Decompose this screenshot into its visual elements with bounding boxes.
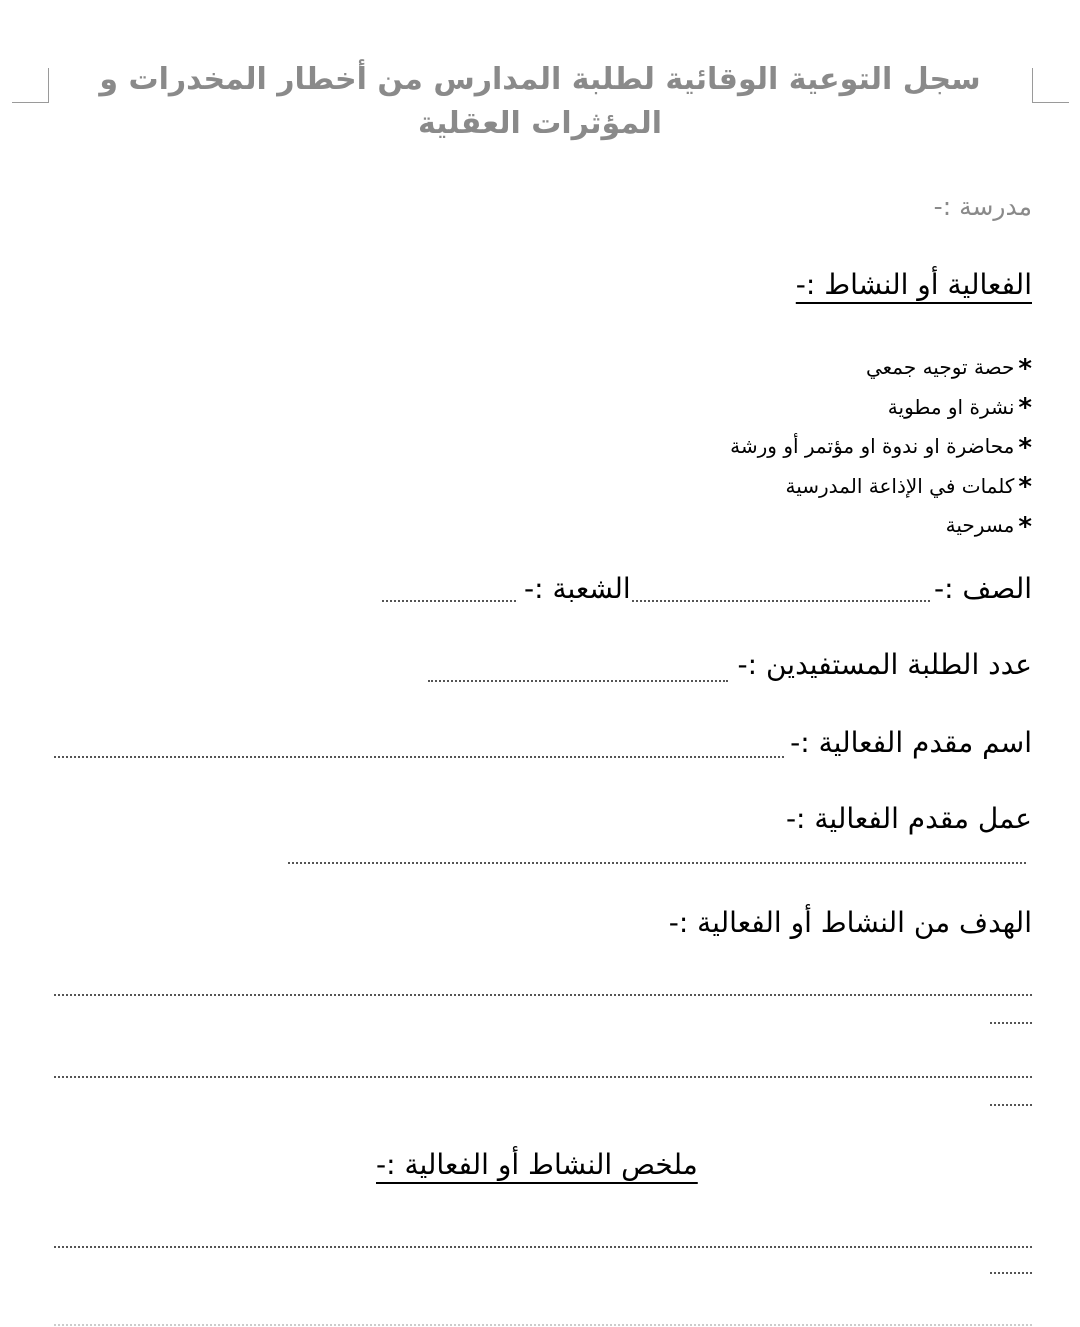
summary-field-line-1-cont bbox=[990, 1272, 1032, 1274]
list-item bbox=[730, 506, 1032, 546]
list-item bbox=[730, 348, 1032, 388]
list-item bbox=[730, 388, 1032, 428]
school-label: مدرسة :- bbox=[933, 192, 1032, 221]
goal-field-line-2-cont bbox=[990, 1104, 1032, 1106]
bullet-star-icon: * bbox=[1018, 472, 1032, 502]
activities-list bbox=[730, 348, 1032, 546]
students-count-field[interactable] bbox=[428, 680, 728, 682]
document-title: سجل التوعية الوقائية لطلبة المدارس من أخطار المخدرات و المؤثرات العقلية bbox=[99, 62, 981, 141]
summary-field-line-2[interactable] bbox=[54, 1324, 1032, 1326]
presenter-job-label: عمل مقدم الفعالية :- bbox=[785, 802, 1032, 835]
title-frame-right-corner bbox=[1032, 68, 1069, 103]
activity-label: محاضرة او ندوة او مؤتمر أو ورشة bbox=[730, 434, 1015, 458]
presenter-job-field[interactable] bbox=[288, 862, 1026, 864]
title-frame-left-corner bbox=[12, 68, 49, 103]
section-field[interactable] bbox=[382, 600, 516, 602]
section-label: الشعبة :- bbox=[524, 572, 631, 605]
activity-label: حصة توجيه جمعي bbox=[865, 355, 1015, 379]
grade-label: الصف :- bbox=[933, 572, 1032, 605]
presenter-name-field[interactable] bbox=[54, 756, 784, 758]
activities-heading: الفعالية أو النشاط :- bbox=[795, 268, 1032, 301]
bullet-star-icon: * bbox=[1018, 432, 1032, 463]
activity-label: نشرة او مطوية bbox=[887, 394, 1015, 419]
goal-field-line-1[interactable] bbox=[54, 994, 1032, 996]
list-item bbox=[730, 427, 1032, 467]
grade-field[interactable] bbox=[632, 600, 930, 602]
bullet-star-icon: * bbox=[1018, 511, 1032, 542]
bullet-star-icon: * bbox=[1018, 353, 1032, 384]
list-item bbox=[730, 467, 1032, 507]
activity-label: مسرحية bbox=[945, 513, 1015, 537]
bullet-star-icon: * bbox=[1018, 393, 1032, 423]
summary-field-line-1[interactable] bbox=[54, 1246, 1032, 1248]
activity-label: كلمات في الإذاعة المدرسية bbox=[785, 473, 1015, 498]
summary-heading: ملخص النشاط أو الفعالية :- bbox=[376, 1148, 698, 1181]
goal-field-line-1-cont bbox=[990, 1022, 1032, 1024]
goal-label: الهدف من النشاط أو الفعالية :- bbox=[668, 906, 1032, 939]
presenter-name-label: اسم مقدم الفعالية :- bbox=[790, 726, 1032, 759]
students-count-label: عدد الطلبة المستفيدين :- bbox=[737, 648, 1032, 681]
goal-field-line-2[interactable] bbox=[54, 1076, 1032, 1078]
